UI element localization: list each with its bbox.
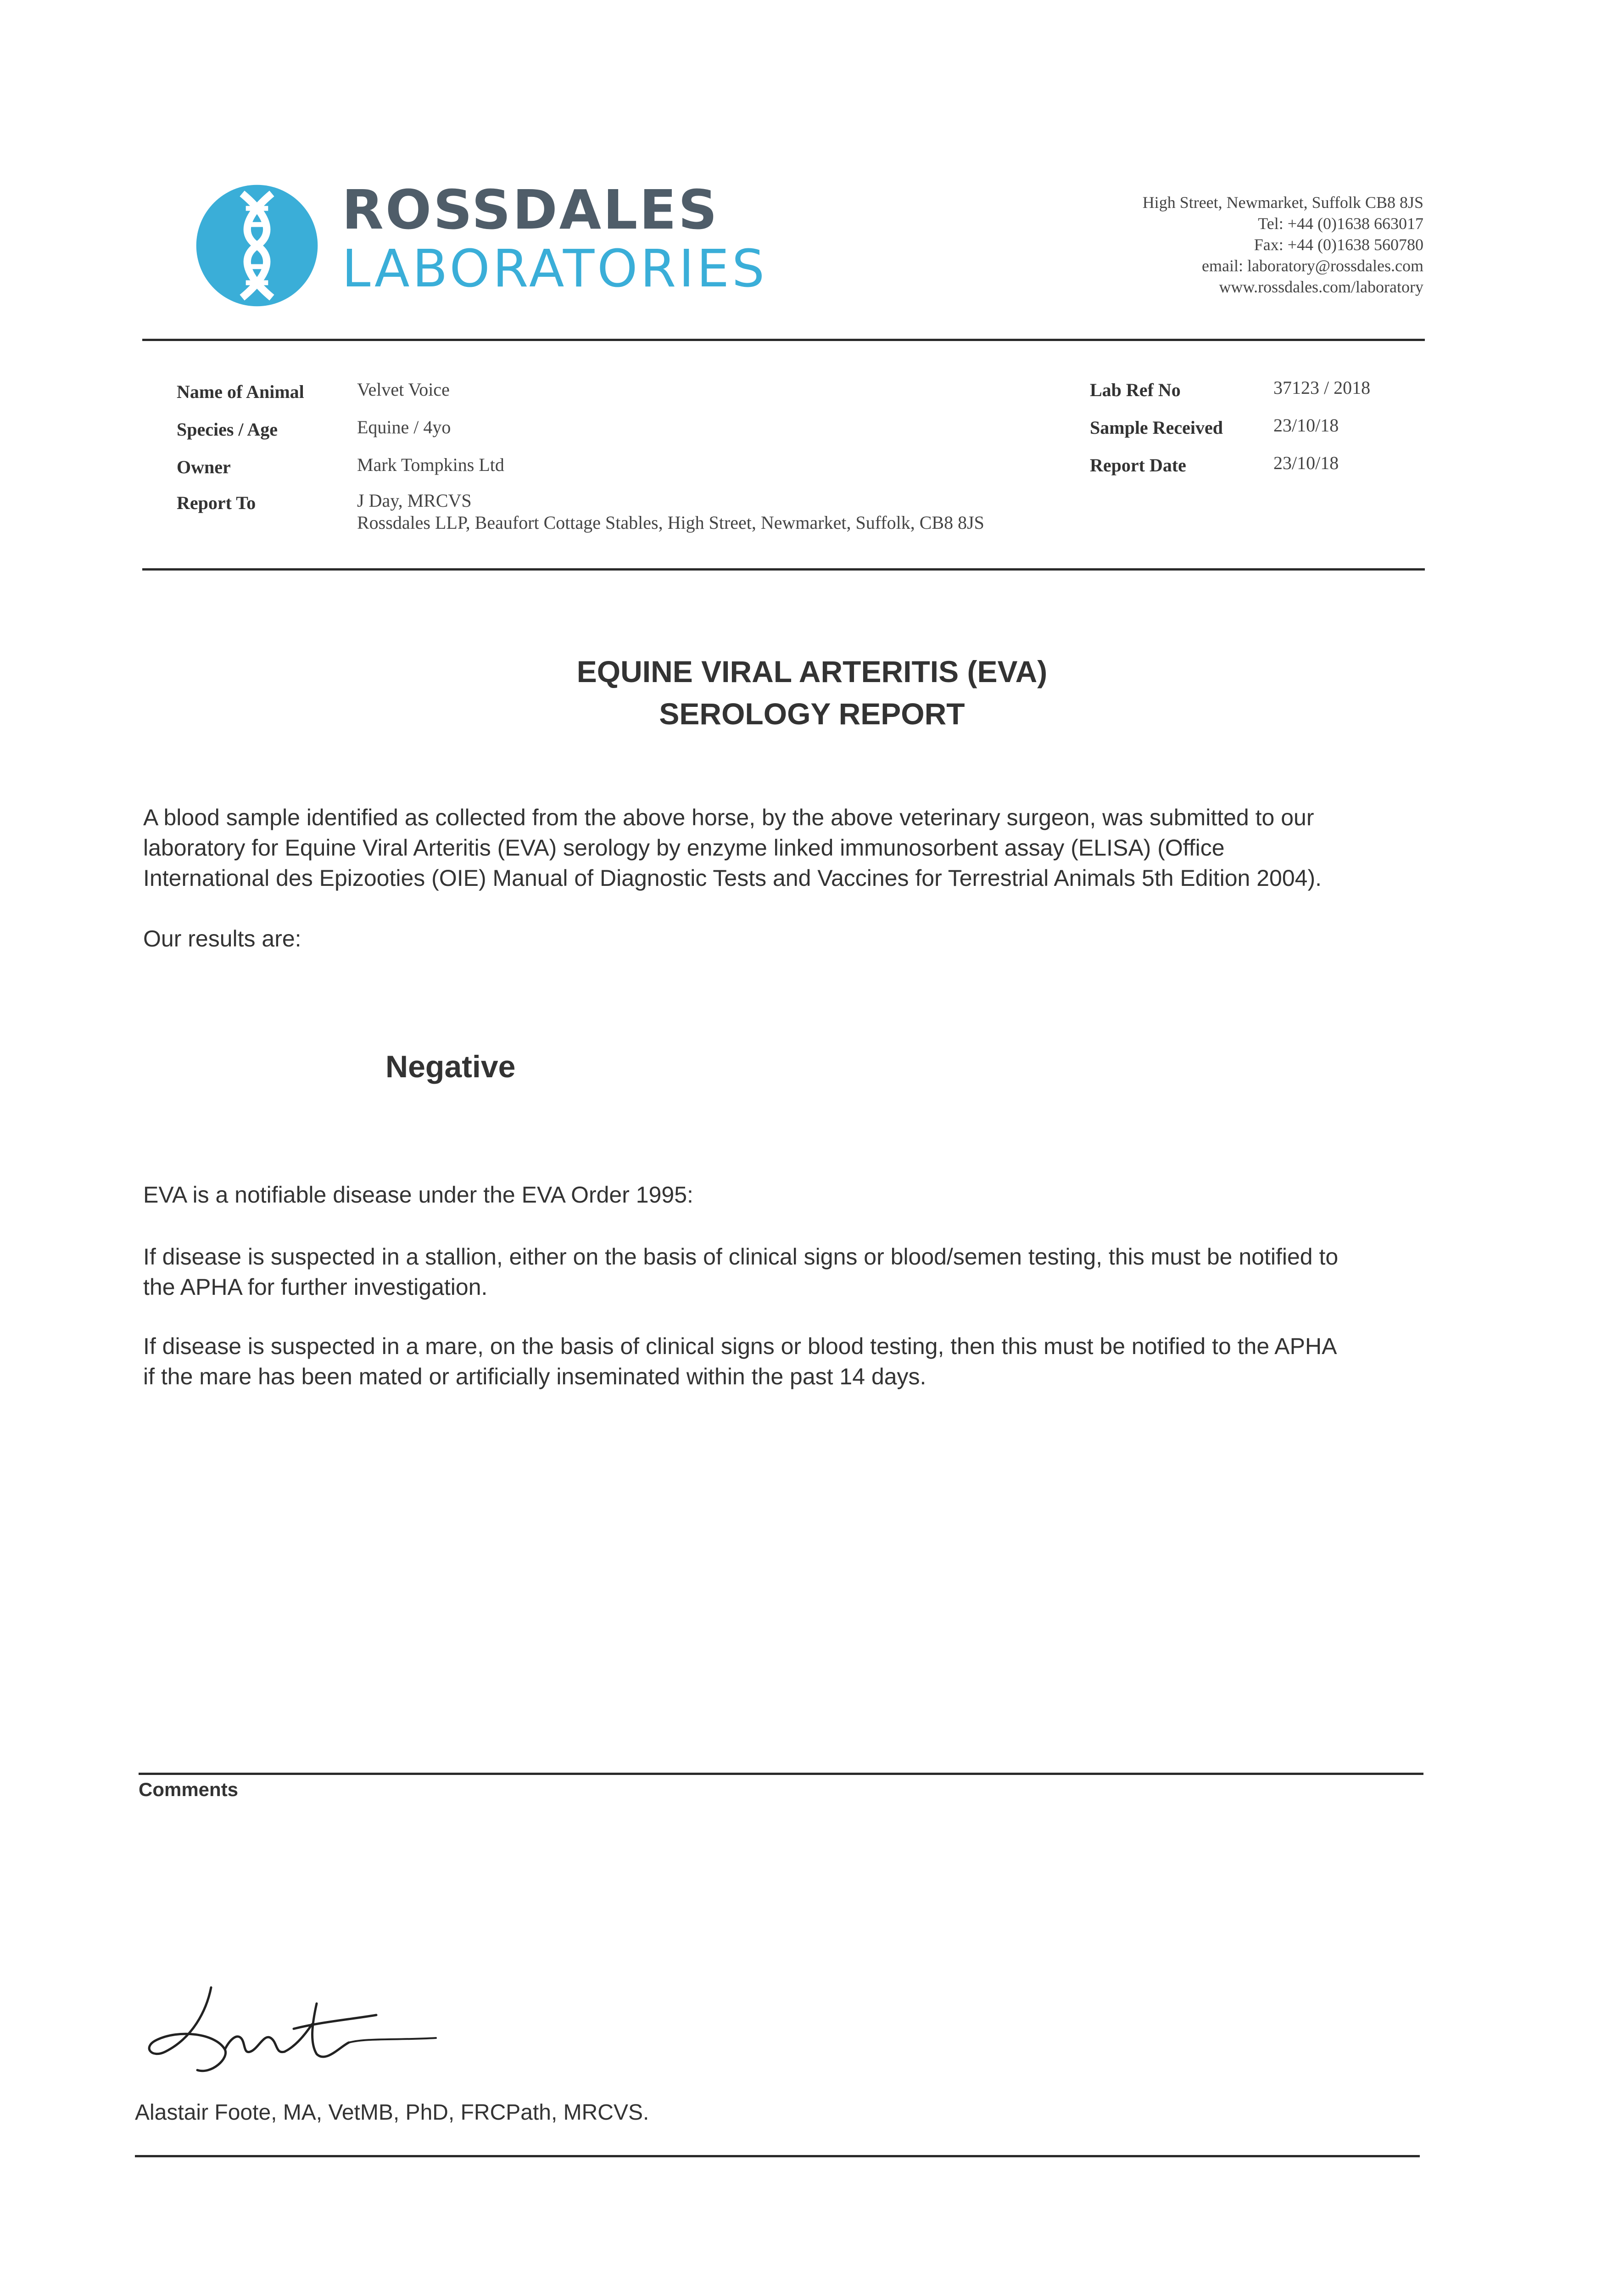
mare-line: if the mare has been mated or artificially inseminated within the past 14 days. xyxy=(143,1364,926,1389)
test-result: Negative xyxy=(385,1049,516,1084)
report-to-value-line2: Rossdales LLP, Beaufort Cottage Stables, High Street, Newmarket, Suffolk, CB8 8JS xyxy=(357,512,984,533)
signatory-name: Alastair Foote, MA, VetMB, PhD, FRCPath, MRCVS. xyxy=(135,2100,649,2125)
intro-line: A blood sample identified as collected from the above horse, by the above veterinary surgeon, was submitted to our xyxy=(143,805,1314,830)
report-title-line1: EQUINE VIRAL ARTERITIS (EVA) xyxy=(576,655,1048,688)
mare-line: If disease is suspected in a mare, on the basis of clinical signs or blood testing, then this must be notified to the APHA xyxy=(143,1333,1337,1359)
species-age-value: Equine / 4yo xyxy=(357,417,451,437)
contact-address: High Street, Newmarket, Suffolk CB8 8JS xyxy=(1142,193,1423,212)
name-of-animal-label: Name of Animal xyxy=(177,381,304,402)
details-divider xyxy=(142,568,1425,571)
contact-block xyxy=(1143,192,1423,297)
intro-line: International des Epizooties (OIE) Manual of Diagnostic Tests and Vaccines for Terrestrial Animals 5th Edition 2004). xyxy=(143,865,1322,891)
contact-fax: Fax: +44 (0)1638 560780 xyxy=(1254,235,1423,254)
footer-divider xyxy=(135,2155,1420,2157)
intro-paragraph xyxy=(143,802,1428,893)
dna-logo-icon xyxy=(195,184,319,308)
contact-web: www.rossdales.com/laboratory xyxy=(1219,278,1423,296)
stallion-line: If disease is suspected in a stallion, either on the basis of clinical signs or blood/semen testing, this must be notified to xyxy=(143,1244,1339,1270)
contact-email: email: laboratory@rossdales.com xyxy=(1201,257,1423,275)
handwritten-signature xyxy=(138,1960,468,2088)
results-intro: Our results are: xyxy=(143,926,301,952)
report-date-value: 23/10/18 xyxy=(1273,453,1339,473)
stallion-line: the APHA for further investigation. xyxy=(143,1274,488,1300)
name-of-animal-value: Velvet Voice xyxy=(357,379,450,400)
sample-received-value: 23/10/18 xyxy=(1273,415,1339,436)
owner-label: Owner xyxy=(177,457,231,477)
comments-label: Comments xyxy=(139,1779,239,1800)
contact-tel: Tel: +44 (0)1638 663017 xyxy=(1258,214,1423,233)
stallion-paragraph xyxy=(143,1242,1428,1302)
report-title-line2: SEROLOGY REPORT xyxy=(659,697,965,731)
report-to-value-line1: J Day, MRCVS xyxy=(357,490,472,511)
species-age-label: Species / Age xyxy=(177,419,278,440)
intro-line: laboratory for Equine Viral Arteritis (EVA) serology by enzyme linked immunosorbent assay (ELISA) (Office xyxy=(143,835,1225,861)
logo-wordmark-line2: LABORATORIES xyxy=(342,239,768,299)
logo-wordmark-line1: ROSSDALES xyxy=(342,178,719,241)
sample-received-label: Sample Received xyxy=(1090,417,1223,438)
lab-ref-value: 37123 / 2018 xyxy=(1273,377,1371,398)
lab-ref-label: Lab Ref No xyxy=(1090,380,1181,400)
report-to-label: Report To xyxy=(177,493,256,513)
header-divider xyxy=(142,339,1425,341)
report-date-label: Report Date xyxy=(1090,455,1186,476)
mare-paragraph xyxy=(143,1331,1428,1392)
comments-divider xyxy=(139,1773,1423,1775)
owner-value: Mark Tompkins Ltd xyxy=(357,454,504,475)
notifiable-statement: EVA is a notifiable disease under the EVA Order 1995: xyxy=(143,1182,693,1208)
